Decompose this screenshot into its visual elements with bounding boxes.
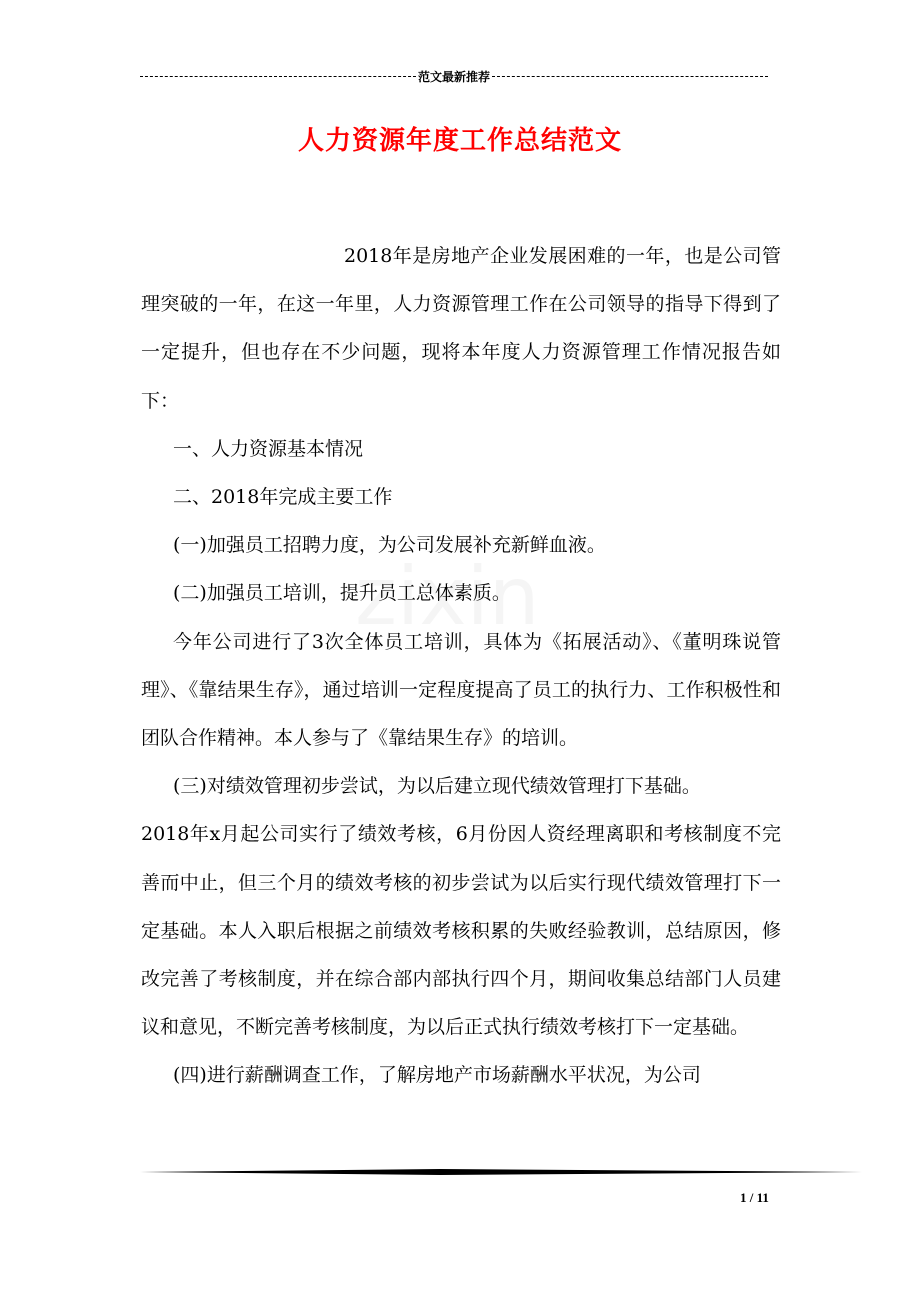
page-header [140, 66, 768, 86]
paragraph: 2018年x月起公司实行了绩效考核，6月份因人资经理离职和考核制度不完善而中止，但三个月的绩效考核的初步尝试为以后实行现代绩效管理打下一定基础。本人入职后根据之前绩效考核积累的失败经验教训，总结原因，修改完善了考核制度，并在综合部内部执行四个月，期间收集总结部门人员建议和意见，不断完善考核制度，为以后正式执行绩效考核打下一定基础。 [141, 823, 781, 1039]
subsection-heading: (三)对绩效管理初步尝试，为以后建立现代绩效管理打下基础。 [173, 775, 701, 798]
document-body [141, 232, 781, 1100]
subsection-heading: (四)进行薪酬调查工作，了解房地产市场薪酬水平状况，为公司 [173, 1064, 701, 1087]
page-number: 1 / 11 [740, 1190, 769, 1205]
header-dashes-left [140, 76, 416, 77]
header-dashes-right [492, 76, 768, 77]
header-label: 范文最新推荐 [418, 69, 491, 84]
paragraph-intro: 2018年是房地产企业发展困难的一年，也是公司管理突破的一年，在这一年里，人力资源管理工作在公司领导的指导下得到了一定提升，但也存在不少问题，现将本年度人力资源管理工作情况报告如下： [141, 245, 781, 412]
subsection-heading: (二)加强员工培训，提升员工总体素质。 [173, 582, 511, 605]
document-title: 人力资源年度工作总结范文 [297, 126, 622, 156]
subsection-heading: (一)加强员工招聘力度，为公司发展补充新鲜血液。 [173, 534, 606, 557]
paragraph: 今年公司进行了3次全体员工培训，具体为《拓展活动》、《董明珠说管理》、《靠结果生存》，通过培训一定程度提高了员工的执行力、工作积极性和团队合作精神。本人参与了《靠结果生存》的培训。 [141, 630, 781, 750]
section-heading: 一、人力资源基本情况 [173, 437, 364, 460]
section-heading: 二、2018年完成主要工作 [173, 486, 393, 509]
footer-rule [140, 1168, 862, 1176]
